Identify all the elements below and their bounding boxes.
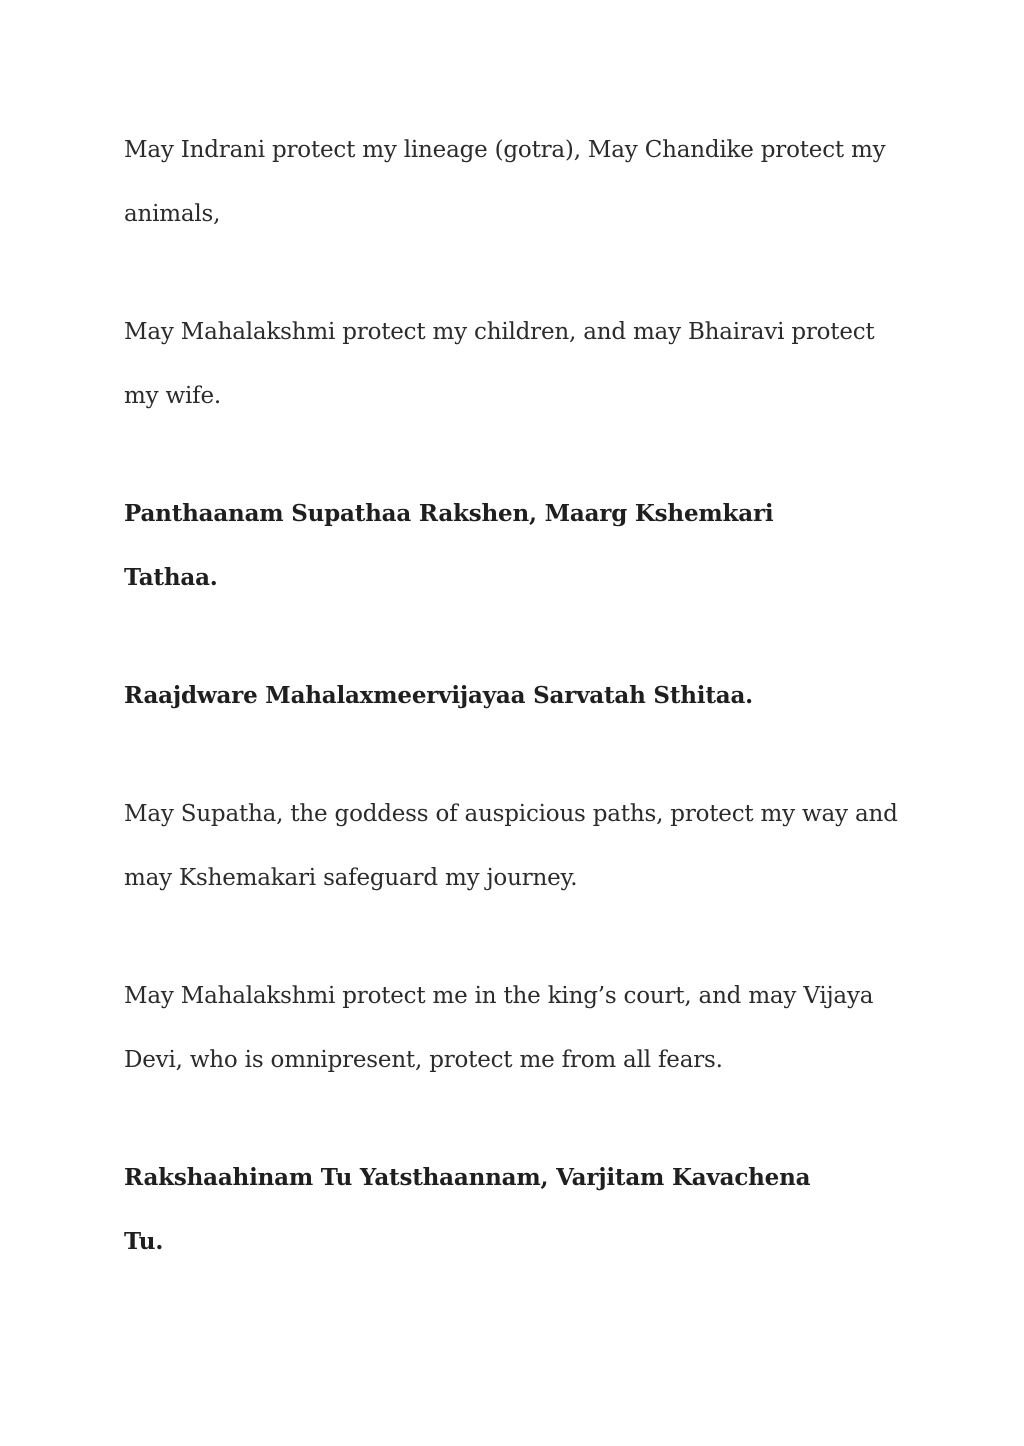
text-line: May Mahalakshmi protect my children, and may Bhairavi protect [124,319,875,345]
text-line: may Kshemakari safeguard my journey. [124,865,578,891]
paragraph-mahalakshmi-bhairavi [124,300,900,428]
text-line: Rakshaahinam Tu Yatsthaannam, Varjitam Kavachena [124,1164,811,1191]
paragraph-indrani-chandike [124,118,900,246]
text-line: May Indrani protect my lineage (gotra), May Chandike protect my [124,137,886,163]
text-line: Raajdware Mahalaxmeervijayaa Sarvatah Sthitaa. [124,682,753,709]
text-line: May Supatha, the goddess of auspicious paths, protect my way and [124,801,898,827]
text-line: Devi, who is omnipresent, protect me from all fears. [124,1047,723,1073]
verse-panthaanam [124,482,900,610]
text-line: Tathaa. [124,564,218,591]
paragraph-spacer [124,728,900,782]
text-line: my wife. [124,383,221,409]
verse-rakshaahinam [124,1146,900,1274]
text-line: Panthaanam Supathaa Rakshen, Maarg Kshemkari [124,500,774,527]
text-line: animals, [124,201,221,227]
verse-raajdware [124,664,900,728]
text-line: May Mahalakshmi protect me in the king’s court, and may Vijaya [124,983,874,1009]
paragraph-supatha-kshemakari [124,782,900,910]
paragraph-spacer [124,610,900,664]
paragraph-kings-court-vijaya [124,964,900,1092]
paragraph-spacer [124,1092,900,1146]
text-line: Tu. [124,1228,164,1255]
paragraph-spacer [124,910,900,964]
paragraph-spacer [124,246,900,300]
paragraph-spacer [124,428,900,482]
